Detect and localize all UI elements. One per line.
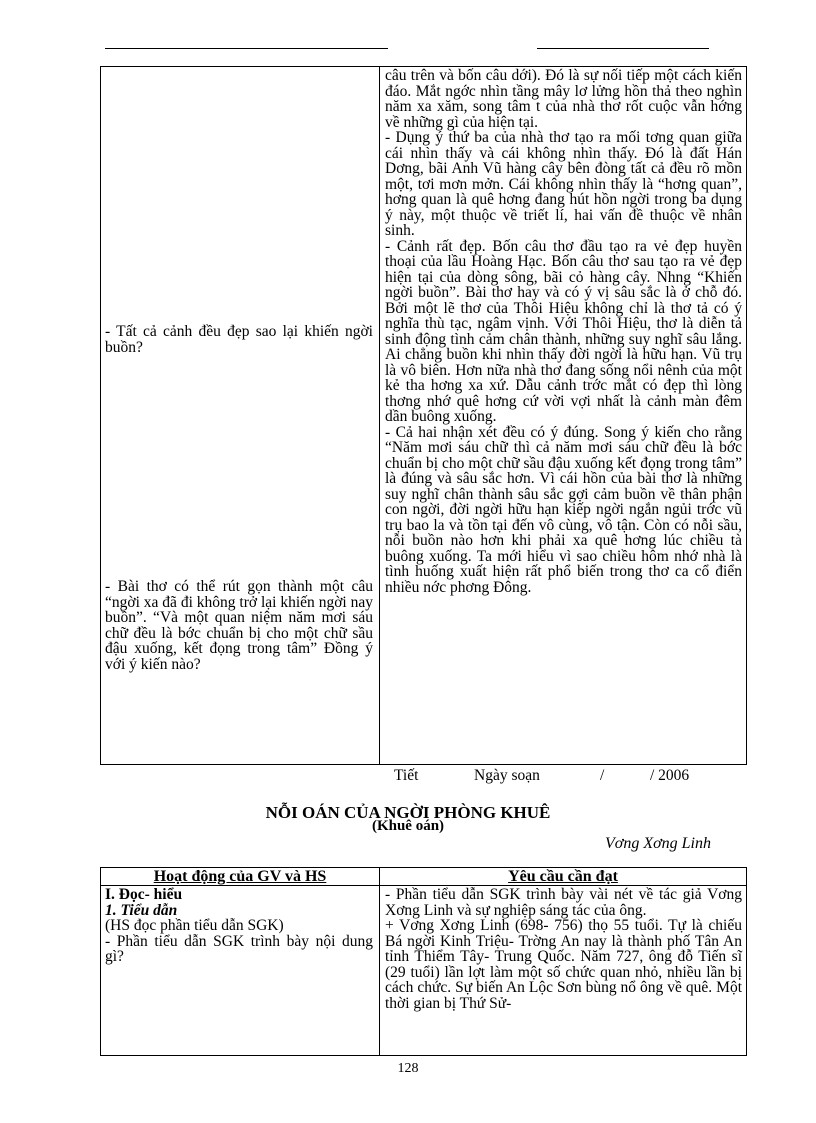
- poem-title: NỖI OÁN CỦA NGỜI PHÒNG KHUÊ: [265, 803, 551, 822]
- subsection-heading: 1. Tiểu dẫn: [105, 901, 178, 919]
- answer-paragraph: - Cảnh rất đẹp. Bốn câu thơ đầu tạo ra vẻ đẹp huyền thoại của lầu Hoàng Hạc. Bốn câu thơ sau tạo ra vẻ đẹp hiện tại của dòng sông, bãi cỏ hàng cây. Nhng “Khiến ngời buồn”. Bài thơ hay và có ý vị sâu sắc là ở chỗ đó. Bởi một lẽ thơ của Thôi Hiệu không chỉ là thơ tả có ý nghĩa thù tạc, ngâm vịnh. Với Thôi Hiệu, thơ là diễn tả sinh động tình cảm chân thành, những suy nghĩ sâu lắng. Ai chẳng buồn khi nhìn thấy đời ngời là hữu hạn. Vũ trụ là vô biên. Hơn nữa nhà thơ đang sống nổi nênh của một kẻ tha hơng xa xứ. Dẫu cảnh trớc mắt có đẹp thì lòng thơng nhớ quê hơng cứ vời vợi nhất là cảnh màn đêm dần buông xuống.: [385, 237, 742, 425]
- question-cell-1: [105, 324, 373, 355]
- table-column-divider: [379, 67, 380, 764]
- question-cell-2: [105, 579, 373, 672]
- poem-subtitle: (Khuê oán): [371, 818, 445, 834]
- activity-line: (HS đọc phần tiểu dẫn SGK): [105, 917, 284, 934]
- discussion-table: [100, 66, 747, 765]
- poem-author: Vơng Xơng Linh: [605, 835, 711, 852]
- header-requirements: Yêu cầu cần đạt: [508, 868, 618, 885]
- header-activities: Hoạt động của GV và HS: [153, 868, 327, 885]
- section-heading: I. Đọc- hiểu: [105, 886, 183, 903]
- question-text: - Bài thơ có thể rút gọn thành một câu “ngời xa đã đi không trở lại khiến ngời nay buồn”. “Và một quan niệm năm mơi sáu chữ đều là bớc chuẩn bị cho một chữ sầu đậu xuống, kết đọng trong tâm” Đồng ý với ý kiến nào?: [105, 578, 373, 673]
- activities-cell: [105, 887, 373, 965]
- requirement-paragraph: + Vơng Xơng Linh (698- 756) thọ 55 tuổi. Tự là chiếu Bá ngời Kinh Triệu- Trờng An nay là thành phố Tân An tỉnh Thiểm Tây- Trung Quốc. Năm 727, ông đỗ Tiến sĩ (29 tuổi) lần lợt làm một số chức quan nhỏ, nhiều lần bị cách chức. Sự biến An Lộc Sơn bùng nổ ông về quê. Một thời gian bị Thứ Sử-: [385, 917, 742, 1012]
- requirement-paragraph: - Phần tiểu dẫn SGK trình bày vài nét về tác giả Vơng Xơng Linh và sự nghiệp sáng tác của ông.: [385, 886, 742, 919]
- lesson-period-label: Tiết: [394, 767, 419, 784]
- page-number: 128: [397, 1061, 419, 1076]
- lesson-date-label: Ngày soạn: [474, 767, 540, 784]
- answer-cell: [385, 68, 742, 595]
- lesson-table: [100, 867, 747, 1056]
- activity-line: - Phần tiểu dẫn SGK trình bày nội dung gì?: [105, 932, 373, 965]
- answer-paragraph: - Cả hai nhận xét đều có ý đúng. Song ý kiến cho rằng “Năm mơi sáu chữ thì cả năm mơi sáu chữ đều là bớc chuẩn bị cho một chữ sầu đậu xuống kết đọng trong tâm” là đúng và sâu sắc hơn. Vì cái hồn của bài thơ là những suy nghĩ chân thành sâu sắc gợi cảm buồn về thân phận con ngời, đời ngời hữu hạn kiếp ngời ngắn ngủi trớc vũ trụ bao la và tồn tại đến vô cùng, vô tận. Còn có nỗi sầu, nỗi buồn nào hơn khi phải xa quê hơng lúc chiều tà buông xuống. Ta mới hiểu vì sao chiều hôm nhớ nhà là tình huống xuất hiện rất phổ biến trong thơ ca cổ điển nhiều nớc phơng Đông.: [385, 423, 742, 596]
- lesson-date-year: / 2006: [650, 767, 690, 784]
- header-rule-left: [105, 48, 388, 49]
- lesson-date-slash: /: [600, 767, 605, 784]
- table-column-divider: [379, 868, 380, 1055]
- answer-paragraph: - Dụng ý thứ ba của nhà thơ tạo ra mối tơng quan giữa cái nhìn thấy và cái không nhìn thấy. Đó là đất Hán Dơng, bãi Anh Vũ hàng cây bên đòng tất cả đều rõ mồn một, tơi mơn mởn. Cái không nhìn thấy là “hơng quan”, hơng quan là quê hơng đang hút hồn ngời trong ba dụng ý này, một thuộc về triết lí, hai vấn đề thuộc về nhân sinh.: [385, 129, 742, 239]
- question-text: - Tất cả cảnh đều đẹp sao lại khiến ngời buồn?: [105, 323, 373, 356]
- answer-paragraph: câu trên và bốn câu dới). Đó là sự nối tiếp một cách kiến đáo. Mắt ngớc nhìn tầng mây lơ lửng hồn thả theo nghìn năm xa xăm, song tâm t của nhà thơ rốt cuộc vẫn hớng về những gì của hiện tại.: [385, 67, 742, 131]
- requirements-cell: [385, 887, 742, 1011]
- header-rule-right: [537, 48, 709, 49]
